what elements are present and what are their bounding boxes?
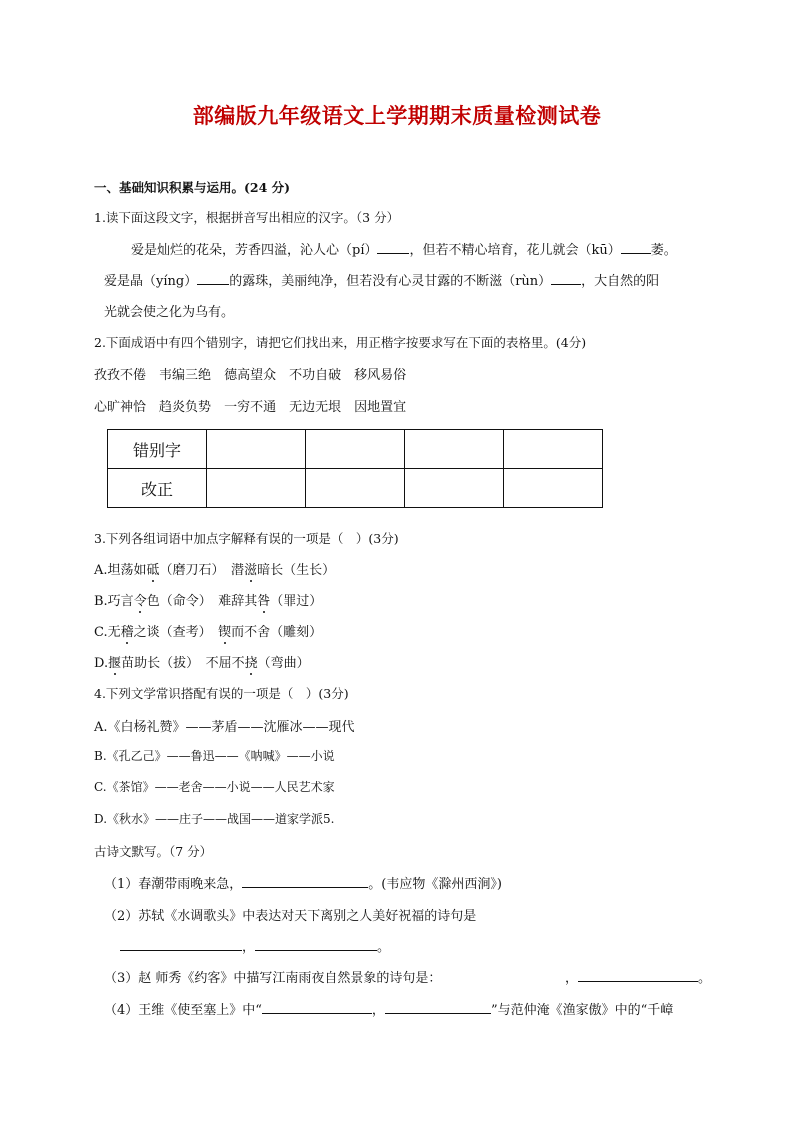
table-cell[interactable] bbox=[405, 469, 504, 508]
poem-text: （4）王维《使至塞上》中“ bbox=[104, 1003, 262, 1018]
answer-blank[interactable] bbox=[621, 240, 651, 254]
option-text: A.坦荡如 bbox=[94, 563, 147, 578]
table-cell[interactable] bbox=[207, 469, 306, 508]
option-text: （磨刀石） 潜 bbox=[159, 563, 245, 578]
q4-option-a[interactable]: A.《白杨礼赞》——茅盾——沈雁冰——现代 bbox=[94, 720, 355, 735]
q3-option-b[interactable] bbox=[94, 590, 322, 609]
answer-blank[interactable] bbox=[262, 1000, 372, 1014]
table-label-wrong: 错别字 bbox=[108, 430, 207, 469]
answer-blank[interactable] bbox=[120, 937, 242, 951]
option-text: （罪过） bbox=[270, 594, 323, 609]
q5-item1 bbox=[104, 873, 502, 892]
table-cell[interactable] bbox=[504, 469, 603, 508]
q1-text: 爱是晶（yíng） bbox=[104, 274, 198, 289]
q1-text: 的露珠，美丽纯净，但若没有心灵甘露的不断滋（rùn） bbox=[229, 274, 552, 289]
section-heading: 一、基础知识积累与运用。(24 分) bbox=[94, 180, 291, 195]
answer-blank[interactable] bbox=[242, 874, 368, 888]
table-cell[interactable] bbox=[405, 430, 504, 469]
q1-text: 爱是灿烂的花朵，芳香四溢，沁人心（pí） bbox=[131, 243, 378, 258]
answer-blank[interactable] bbox=[197, 271, 229, 285]
q5-item3: （3）赵 师秀《约客》中描写江南雨夜自然景象的诗句是： bbox=[104, 971, 442, 986]
dotted-char: 令 bbox=[133, 594, 147, 609]
answer-table bbox=[107, 429, 603, 508]
poem-text: ， bbox=[242, 940, 256, 955]
table-cell[interactable] bbox=[207, 430, 306, 469]
poem-text: ， bbox=[565, 971, 579, 986]
q1-line1 bbox=[131, 239, 677, 258]
q4-option-d[interactable]: D.《秋水》——庄子——战国——道家学派5. bbox=[94, 812, 335, 826]
poem-text: ”与范仲淹《渔家傲》中的“千嶂 bbox=[490, 1003, 674, 1018]
idiom: 一穷不通 bbox=[224, 400, 277, 415]
answer-blank[interactable] bbox=[385, 1000, 491, 1014]
option-text: 苗助长（拔） 不屈不 bbox=[121, 656, 245, 671]
q5-item2-answer bbox=[120, 936, 390, 955]
option-text: 暗长（生长） bbox=[257, 563, 336, 578]
q4-stem: 4.下列文学常识搭配有误的一项是（ ）(3分) bbox=[94, 686, 349, 701]
q1-text: ，但若不精心培育，花儿就会（kū） bbox=[409, 243, 621, 258]
answer-blank[interactable] bbox=[578, 968, 698, 982]
dotted-char: 揠 bbox=[108, 656, 122, 671]
poem-text: 。(韦应物《滁州西涧》) bbox=[368, 877, 502, 892]
q5-stem: 古诗文默写。（7 分） bbox=[94, 844, 213, 859]
option-text: 色（命令） 难辞其 bbox=[146, 594, 258, 609]
q3-option-c[interactable] bbox=[94, 621, 322, 640]
q2-idioms-row1 bbox=[94, 364, 406, 383]
answer-blank[interactable] bbox=[255, 937, 377, 951]
idiom: 心旷神恰 bbox=[94, 400, 147, 415]
idiom: 德高望众 bbox=[224, 368, 277, 383]
option-text: B.巧言 bbox=[94, 594, 134, 609]
q1-line2 bbox=[104, 270, 659, 289]
idiom: 不功自破 bbox=[289, 368, 342, 383]
table-cell[interactable] bbox=[504, 430, 603, 469]
option-text: 之谈（查考） bbox=[133, 625, 219, 640]
idiom: 韦编三绝 bbox=[159, 368, 212, 383]
dotted-char: 砥 bbox=[146, 563, 160, 578]
dotted-char: 咎 bbox=[257, 594, 271, 609]
poem-text: 。 bbox=[698, 971, 712, 986]
table-cell[interactable] bbox=[306, 430, 405, 469]
q1-text: ，大自然的阳 bbox=[581, 274, 660, 289]
q3-option-d[interactable] bbox=[94, 652, 310, 671]
q2-idioms-row2 bbox=[94, 396, 406, 415]
q5-item3-answer bbox=[565, 967, 711, 986]
idiom: 孜孜不倦 bbox=[94, 368, 147, 383]
option-text: C.无 bbox=[94, 625, 121, 640]
dotted-char: 稽 bbox=[120, 625, 134, 640]
q5-item2: （2）苏轼《水调歌头》中表达对天下离别之人美好祝福的诗句是 bbox=[104, 909, 477, 924]
poem-text: ， bbox=[371, 1003, 385, 1018]
q4-option-b[interactable]: B.《孔乙己》——鲁迅——《呐喊》——小说 bbox=[94, 749, 335, 763]
option-text: （弯曲） bbox=[257, 656, 310, 671]
q2-stem: 2.下面成语中有四个错别字，请把它们找出来，用正楷字按要求写在下面的表格里。(4分) bbox=[94, 335, 587, 350]
poem-text: 。 bbox=[377, 940, 391, 955]
answer-blank[interactable] bbox=[551, 271, 581, 285]
idiom: 移风易俗 bbox=[354, 368, 407, 383]
poem-text: （1）春潮带雨晚来急， bbox=[104, 877, 243, 892]
page-title: 部编版九年级语文上学期期末质量检测试卷 bbox=[192, 104, 602, 128]
idiom: 因地置宜 bbox=[354, 400, 407, 415]
q5-item4 bbox=[104, 999, 673, 1018]
table-cell[interactable] bbox=[306, 469, 405, 508]
dotted-char: 锲 bbox=[218, 625, 232, 640]
answer-blank[interactable] bbox=[377, 240, 409, 254]
idiom: 趋炎负势 bbox=[159, 400, 212, 415]
q1-line3: 光就会使之化为乌有。 bbox=[104, 305, 235, 320]
q1-text: 萎。 bbox=[650, 243, 677, 258]
table-label-correct: 改正 bbox=[108, 469, 207, 508]
q3-stem: 3.下列各组词语中加点字解释有误的一项是（ ）(3分) bbox=[94, 531, 399, 546]
q1-stem: 1.读下面这段文字，根据拼音写出相应的汉字。（3 分） bbox=[94, 210, 400, 225]
dotted-char: 滋 bbox=[244, 563, 258, 578]
dotted-char: 挠 bbox=[244, 656, 258, 671]
option-text: D. bbox=[94, 656, 109, 671]
idiom: 无边无垠 bbox=[289, 400, 342, 415]
q4-option-c[interactable]: C.《茶馆》——老舍——小说——人民艺术家 bbox=[94, 780, 335, 794]
q3-option-a[interactable] bbox=[94, 559, 335, 578]
option-text: 而不舍（雕刻） bbox=[231, 625, 323, 640]
